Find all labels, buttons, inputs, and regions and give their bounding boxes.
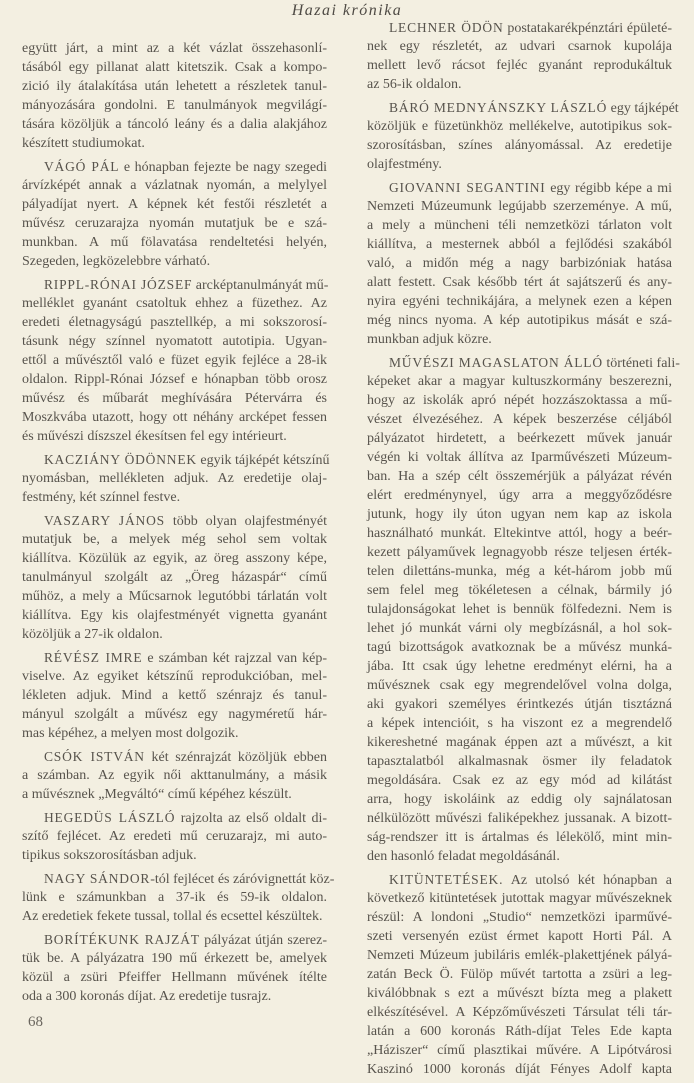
line-text: mányul szolgált a művész egy nagyméretű hár- bbox=[22, 707, 327, 722]
line-text: jába. Itt csak úgy lehetne eredményt elérni, ha a bbox=[367, 659, 672, 674]
text-line bbox=[22, 907, 327, 926]
line-text: rajzolta az első oldalt di- bbox=[180, 811, 328, 826]
line-text: műhöz, a mely a Műcsarnok legutóbbi tárlatán volt bbox=[22, 589, 327, 604]
line-text: következő kitüntetések jutottak magyar művészeknek bbox=[367, 891, 672, 906]
text-line bbox=[22, 77, 327, 96]
line-text: a művésznek „Megváltó“ című képéhez készült. bbox=[22, 787, 292, 802]
paragraph-lead-name: HEGEDÜS LÁSZLÓ bbox=[44, 810, 176, 825]
text-line bbox=[22, 408, 327, 427]
line-text: e hónapban fejezte be nagy szegedi bbox=[123, 160, 327, 175]
line-text: történeti fali- bbox=[606, 356, 680, 371]
text-line bbox=[22, 427, 327, 446]
line-text: zició ily átalakítása után lehetett a részletek tanul- bbox=[22, 79, 327, 94]
text-line bbox=[367, 235, 672, 254]
line-text: készített studiumokat. bbox=[22, 136, 145, 151]
line-text: közöljük e füzetünkhöz mellékelve, autotipikus sok- bbox=[367, 119, 672, 134]
text-line bbox=[367, 254, 672, 273]
text-line bbox=[367, 467, 672, 486]
line-text: Az utolsó két hónapban a bbox=[510, 873, 672, 888]
page-number: 68 bbox=[28, 1014, 43, 1030]
line-text: munkban. A mű fölavatása rendeltetési helyén, bbox=[22, 235, 327, 250]
text-line bbox=[367, 562, 672, 581]
text-line bbox=[22, 785, 327, 804]
text-line bbox=[367, 18, 672, 37]
text-line bbox=[367, 136, 672, 155]
paragraph bbox=[22, 157, 327, 271]
line-text: zatán Beck Ö. Fülöp művét tartotta a zsüri a leg- bbox=[367, 967, 672, 982]
paragraph bbox=[22, 275, 327, 446]
line-text: eredeti életnagyságú pasztellkép, a mi sokszorosí- bbox=[22, 315, 327, 330]
paragraph bbox=[22, 808, 327, 865]
text-line bbox=[367, 448, 672, 467]
paragraph bbox=[367, 178, 672, 349]
text-line bbox=[22, 625, 327, 644]
paragraph-lead-name: VÁGÓ PÁL bbox=[44, 159, 120, 174]
line-text: elkészítésével. A Képzőművészeti Társulat téli tár- bbox=[367, 1005, 672, 1020]
text-line bbox=[22, 488, 327, 507]
line-text: pályázat útján szerez- bbox=[204, 933, 328, 948]
text-line bbox=[367, 714, 672, 733]
line-text: sem felel meg tökéletesen a célnak, bármily jó bbox=[367, 583, 672, 598]
text-line bbox=[22, 606, 327, 625]
paragraph bbox=[367, 98, 679, 174]
line-text: a mely a müncheni téli nemzetközi tárlaton volt bbox=[367, 218, 672, 233]
text-line bbox=[367, 676, 672, 695]
line-text: képeket akar a magyar kultuszkormány beszerezni, bbox=[367, 374, 672, 389]
text-line bbox=[367, 1022, 672, 1041]
line-text: ság-rendszer itt is ártalmas és lélekölő, mint min- bbox=[367, 830, 672, 845]
line-text: művésznek csak egy megrendelővel volna dolga, bbox=[367, 678, 672, 693]
text-line bbox=[22, 115, 327, 134]
text-line bbox=[22, 214, 327, 233]
text-line bbox=[367, 391, 672, 410]
paragraph-lead-name: LECHNER ÖDÖN bbox=[389, 20, 504, 35]
line-text: alatt festett. Csak később tért át sajátszerű és any- bbox=[367, 275, 672, 290]
line-text: festmény, két színnel festve. bbox=[22, 490, 181, 505]
text-line bbox=[22, 176, 327, 195]
line-text: egy tájképét bbox=[610, 101, 679, 116]
line-text: Az eredetiek fekete tussal, tollal és ecsettel készültek. bbox=[22, 909, 323, 924]
line-text: tipikus sokszorosításban adjuk. bbox=[22, 848, 197, 863]
paragraph bbox=[22, 747, 327, 804]
paragraph bbox=[22, 511, 327, 644]
line-text: elért eredménynyel, úgy arra a meggyőződésre bbox=[367, 488, 672, 503]
paragraph-lead-name: BÁRÓ MEDNYÁNSZKY LÁSZLÓ bbox=[389, 100, 608, 115]
line-text: tapasztalatból alkalmasnak ösmer ily feladatok bbox=[367, 754, 672, 769]
line-text: árvízképét annak a vázlatnak nyomán, a melylyel bbox=[22, 178, 327, 193]
text-line bbox=[367, 581, 672, 600]
line-text: tulajdonságokat lehet is bennük fölfedezni. Nem is bbox=[367, 602, 672, 617]
text-line bbox=[367, 311, 672, 330]
paragraph-lead-name: RÉVÉSZ IMRE bbox=[44, 650, 143, 665]
line-text: e számban két rajzzal van kép- bbox=[147, 651, 328, 666]
text-line bbox=[367, 353, 680, 372]
text-line bbox=[367, 638, 672, 657]
text-line bbox=[22, 294, 327, 313]
text-line bbox=[367, 117, 672, 136]
line-text: nyomásban, mellékleten adjuk. Az eredetije olaj- bbox=[22, 471, 327, 486]
line-text: kezett pályaművek legnagyobb része teljesen érték- bbox=[367, 545, 672, 560]
text-line bbox=[367, 1003, 672, 1022]
line-text: lékleten adjuk. Mind a kettő szénrajz és tanul- bbox=[22, 688, 327, 703]
line-text: több olyan olajfestményét bbox=[172, 514, 327, 529]
line-text: Nemzeti Múzeumunk legújabb szerzeménye. A mű, bbox=[367, 199, 672, 214]
text-line bbox=[367, 56, 672, 75]
line-text: használható munkát. Eltekintve attól, hogy a beér- bbox=[367, 526, 672, 541]
text-line bbox=[367, 889, 672, 908]
text-line bbox=[367, 216, 672, 235]
text-line bbox=[22, 450, 330, 469]
line-text: pályázatot hirdetett, a beérkezett művek január bbox=[367, 431, 672, 446]
text-line bbox=[22, 96, 327, 115]
line-text: tásunk négy színnel nyomatott autotipia. Ugyan- bbox=[22, 334, 327, 349]
text-line bbox=[367, 292, 672, 311]
line-text: még nincs nyoma. A kép autotipikus mását e szá- bbox=[367, 313, 672, 328]
line-text: tagú bizottságok avatkoznak be a művész munká- bbox=[367, 640, 672, 655]
line-text: szítő fejlécet. Az eredeti mű ceruzarajz, mi auto- bbox=[22, 829, 327, 844]
line-text: vészet élvezéséhez. A képek beszerzése céljából bbox=[367, 412, 672, 427]
text-line bbox=[22, 530, 327, 549]
paragraph-lead-name: NAGY SÁNDOR bbox=[44, 871, 151, 886]
paragraph bbox=[22, 869, 335, 926]
line-text: aki gyakori személyes érintkezés útján tisztázná bbox=[367, 697, 672, 712]
line-text: nek egy részletét, az udvari csarnok kupolája bbox=[367, 39, 672, 54]
text-line bbox=[367, 695, 672, 714]
text-line bbox=[22, 968, 327, 987]
text-line bbox=[22, 351, 327, 370]
text-line bbox=[22, 705, 327, 724]
text-line bbox=[367, 771, 672, 790]
text-line bbox=[367, 828, 672, 847]
paragraph bbox=[367, 18, 672, 94]
text-line bbox=[22, 587, 327, 606]
text-line bbox=[367, 1041, 672, 1060]
text-line bbox=[367, 486, 672, 505]
line-text: Kaszinó 1000 koronás díját Fényes Adolf kapta bbox=[367, 1062, 672, 1077]
line-text: -tól fejlécet és záróvignettát köz- bbox=[150, 872, 335, 887]
text-line bbox=[367, 273, 672, 292]
line-text: Moszkvába utazott, hogy ott néhány arcképet fessen bbox=[22, 410, 327, 425]
text-line bbox=[22, 332, 327, 351]
paragraph bbox=[22, 450, 330, 507]
text-line bbox=[367, 155, 672, 174]
text-line bbox=[367, 505, 672, 524]
line-text: oda a 300 koronás díjat. Az eredetije tusrajz. bbox=[22, 989, 272, 1004]
text-line bbox=[367, 946, 672, 965]
running-header: Hazai krónika bbox=[291, 2, 403, 19]
text-line bbox=[367, 752, 672, 771]
text-line bbox=[22, 869, 335, 888]
line-text: arra, hogy iskoláink az eddig oly sajnálatosan bbox=[367, 792, 672, 807]
text-line bbox=[22, 233, 327, 252]
line-text: pályadíjat nyert. A képnek két festői részletét a bbox=[22, 197, 327, 212]
line-text: kiállítva. Közülük az egyik, az öreg asszony képe, bbox=[22, 551, 327, 566]
text-line bbox=[22, 195, 327, 214]
text-line bbox=[367, 790, 672, 809]
text-line bbox=[22, 808, 327, 827]
line-text: művész és műbarát meghívására Pétervárra és bbox=[22, 391, 327, 406]
left-column bbox=[22, 39, 335, 1010]
line-text: ettől a művésztől való e füzet egyik fejléce a 28-ik bbox=[22, 353, 327, 368]
line-text: a képek intencióit, s ha viszont ez a megrendelő bbox=[367, 716, 672, 731]
line-text: kikereshetné magának éppen azt a művészt, a kit bbox=[367, 735, 672, 750]
line-text: tására közöljük a táncoló leány és a dalia alakjához bbox=[22, 117, 327, 132]
line-text: együtt járt, a mint az a két vázlat összehasonlí- bbox=[22, 41, 327, 56]
text-line bbox=[367, 75, 672, 94]
paragraph bbox=[22, 39, 327, 153]
paragraph-lead-name: KACZIÁNY ÖDÖNNEK bbox=[44, 452, 197, 467]
text-line bbox=[367, 965, 672, 984]
text-line bbox=[22, 39, 327, 58]
line-text: Szegeden, legközelebbre várható. bbox=[22, 254, 211, 269]
paragraph-lead-name: BORÍTÉKUNK RAJZÁT bbox=[44, 932, 200, 947]
right-column bbox=[367, 18, 680, 1083]
line-text: kiválóbbnak s ezt a művészt bízta meg a plakett bbox=[367, 986, 672, 1001]
text-line bbox=[22, 549, 327, 568]
text-line bbox=[367, 1060, 672, 1079]
text-line bbox=[22, 275, 327, 294]
paragraph bbox=[22, 930, 327, 1006]
text-line bbox=[22, 389, 327, 408]
line-text: közöljük a 27-ik oldalon. bbox=[22, 627, 163, 642]
paragraph bbox=[22, 648, 327, 743]
line-text: két szénrajzát közöljük ebben bbox=[151, 750, 328, 765]
text-line bbox=[22, 58, 327, 77]
text-line bbox=[367, 178, 672, 197]
line-text: tanulmányul szolgált az „Öreg házaspár“ című bbox=[22, 570, 327, 585]
paragraph-lead-name: RIPPL-RÓNAI JÓZSEF bbox=[44, 277, 193, 292]
paragraph bbox=[367, 870, 672, 1079]
line-text: lehet jó munkát várni oly megbízásnál, a hol sok- bbox=[367, 621, 672, 636]
text-line bbox=[22, 667, 327, 686]
line-text: jutunk, hogy ily úton ugyan nem kap az iskola bbox=[367, 507, 672, 522]
text-line bbox=[22, 157, 327, 176]
line-text: művész ceruzarajza nyomán mutatjuk be e szá- bbox=[22, 216, 327, 231]
text-line bbox=[22, 511, 327, 530]
line-text: egy régibb képe a mi bbox=[550, 181, 673, 196]
line-text: den hasonló feladat megoldásánál. bbox=[367, 849, 560, 864]
text-line bbox=[22, 724, 327, 743]
text-line bbox=[367, 847, 672, 866]
text-line bbox=[22, 949, 327, 968]
text-line bbox=[367, 410, 672, 429]
paragraph-lead-name: KITÜNTETÉSEK. bbox=[389, 872, 504, 887]
paragraph-lead-name: CSÓK ISTVÁN bbox=[44, 749, 145, 764]
line-text: végén ki voltak állítva az Iparművészeti Múzeum- bbox=[367, 450, 672, 465]
line-text: szorosításban, színes alányomással. Az eredetije bbox=[367, 138, 672, 153]
line-text: telen dilettáns-munka, még a két-három jobb mű bbox=[367, 564, 672, 579]
text-line bbox=[22, 686, 327, 705]
text-line bbox=[367, 984, 672, 1003]
text-line bbox=[367, 870, 672, 889]
line-text: mellett levő rácsot fejléc gyanánt reprodukáltuk bbox=[367, 58, 672, 73]
text-line bbox=[22, 766, 327, 785]
text-line bbox=[367, 927, 672, 946]
text-line bbox=[367, 657, 672, 676]
text-line bbox=[367, 524, 672, 543]
text-line bbox=[367, 37, 672, 56]
text-line bbox=[22, 469, 327, 488]
line-text: megoldására. Csak ez az egy mód ad kilátást bbox=[367, 773, 672, 788]
text-line bbox=[22, 888, 327, 907]
paragraph-lead-name: MŰVÉSZI MAGASLATON ÁLLÓ bbox=[389, 355, 603, 370]
text-line bbox=[367, 543, 672, 562]
text-line bbox=[367, 98, 679, 117]
line-text: ban. Ha a szép célt összemérjük a pályázat révén bbox=[367, 469, 672, 484]
line-text: „Háziszer“ című plasztikai művére. A Lipótvárosi bbox=[367, 1043, 672, 1058]
text-line bbox=[22, 648, 327, 667]
text-line bbox=[22, 568, 327, 587]
paragraph-lead-name: GIOVANNI SEGANTINI bbox=[389, 180, 546, 195]
line-text: mutatjuk be, a melyek még sehol sem voltak bbox=[22, 532, 327, 547]
line-text: arcképtanulmányát mű- bbox=[195, 278, 329, 293]
text-line bbox=[367, 372, 672, 391]
line-text: részül: A londoni „Studio“ nemzetközi iparművé- bbox=[367, 910, 672, 925]
line-text: a számban. Az egyik női akttanulmány, a másik bbox=[22, 768, 327, 783]
paragraph bbox=[367, 353, 680, 866]
line-text: mányozására gondolni. E tanulmányok megvilágí- bbox=[22, 98, 327, 113]
line-text: nélkülözött művészi faliképekhez jussanak. A bizott- bbox=[367, 811, 672, 826]
line-text: Nemzeti Múzeum jubiláris emlék-plakettjének pályá- bbox=[367, 948, 672, 963]
text-line bbox=[367, 600, 672, 619]
text-line bbox=[22, 252, 327, 271]
text-line bbox=[367, 908, 672, 927]
text-line bbox=[22, 313, 327, 332]
line-text: lünk e számunkban a 37-ik és 59-ik oldalon. bbox=[22, 890, 327, 905]
line-text: latán a 600 koronás Ráth-díjat Teles Ede kapta bbox=[367, 1024, 672, 1039]
line-text: mas képéhez, a melyen most dolgozik. bbox=[22, 726, 239, 741]
line-text: való, a midőn még a nagy barbizóniak hatása bbox=[367, 256, 672, 271]
paragraph-lead-name: VASZARY JÁNOS bbox=[44, 513, 165, 528]
text-line bbox=[367, 809, 672, 828]
line-text: oldalon. Rippl-Rónai József e hónapban több orosz bbox=[22, 372, 327, 387]
line-text: tásából egy pillanat alatt kitetszik. Csak a kompo- bbox=[22, 60, 327, 75]
text-line bbox=[367, 197, 672, 216]
line-text: kiállítva, a mesternek abból a fejlődési szakából bbox=[367, 237, 672, 252]
text-line bbox=[22, 747, 327, 766]
line-text: tük be. A pályázatra 190 mű érkezett be, amelyek bbox=[22, 951, 327, 966]
text-line bbox=[367, 619, 672, 638]
line-text: egyik tájképét kétszínű bbox=[200, 453, 330, 468]
line-text: olajfestmény. bbox=[367, 157, 442, 172]
line-text: közül a zsüri Pfeiffer Hellmann művének ítélte bbox=[22, 970, 327, 985]
text-line bbox=[22, 846, 327, 865]
text-line bbox=[367, 733, 672, 752]
line-text: kiállítva. Egy kis olajfestményét vignetta gyanánt bbox=[22, 608, 327, 623]
line-text: postatakarékpénztári épületé- bbox=[507, 21, 673, 36]
line-text: és művészi díszszel ékesítsen fel egy intérieurt. bbox=[22, 429, 287, 444]
text-line bbox=[367, 429, 672, 448]
line-text: nyira egyéni technikájára, a melynek ezen a képen bbox=[367, 294, 672, 309]
line-text: szeti versenyén ezüst érmet kapott Horti Pál. A bbox=[367, 929, 672, 944]
line-text: hogy az iskolák apró népét hozzászoktassa a mű- bbox=[367, 393, 672, 408]
text-line bbox=[22, 930, 327, 949]
text-line bbox=[22, 134, 327, 153]
line-text: viselve. Az egyiket kétszínű reprodukcióban, mel- bbox=[22, 669, 327, 684]
line-text: melléklet gyanánt csatoltuk ehhez a füzethez. Az bbox=[22, 296, 327, 311]
text-line bbox=[367, 330, 672, 349]
text-line bbox=[22, 987, 327, 1006]
text-line bbox=[22, 370, 327, 389]
text-line bbox=[22, 827, 327, 846]
line-text: munkban adjuk közre. bbox=[367, 332, 492, 347]
line-text: az 56-ik oldalon. bbox=[367, 77, 462, 92]
